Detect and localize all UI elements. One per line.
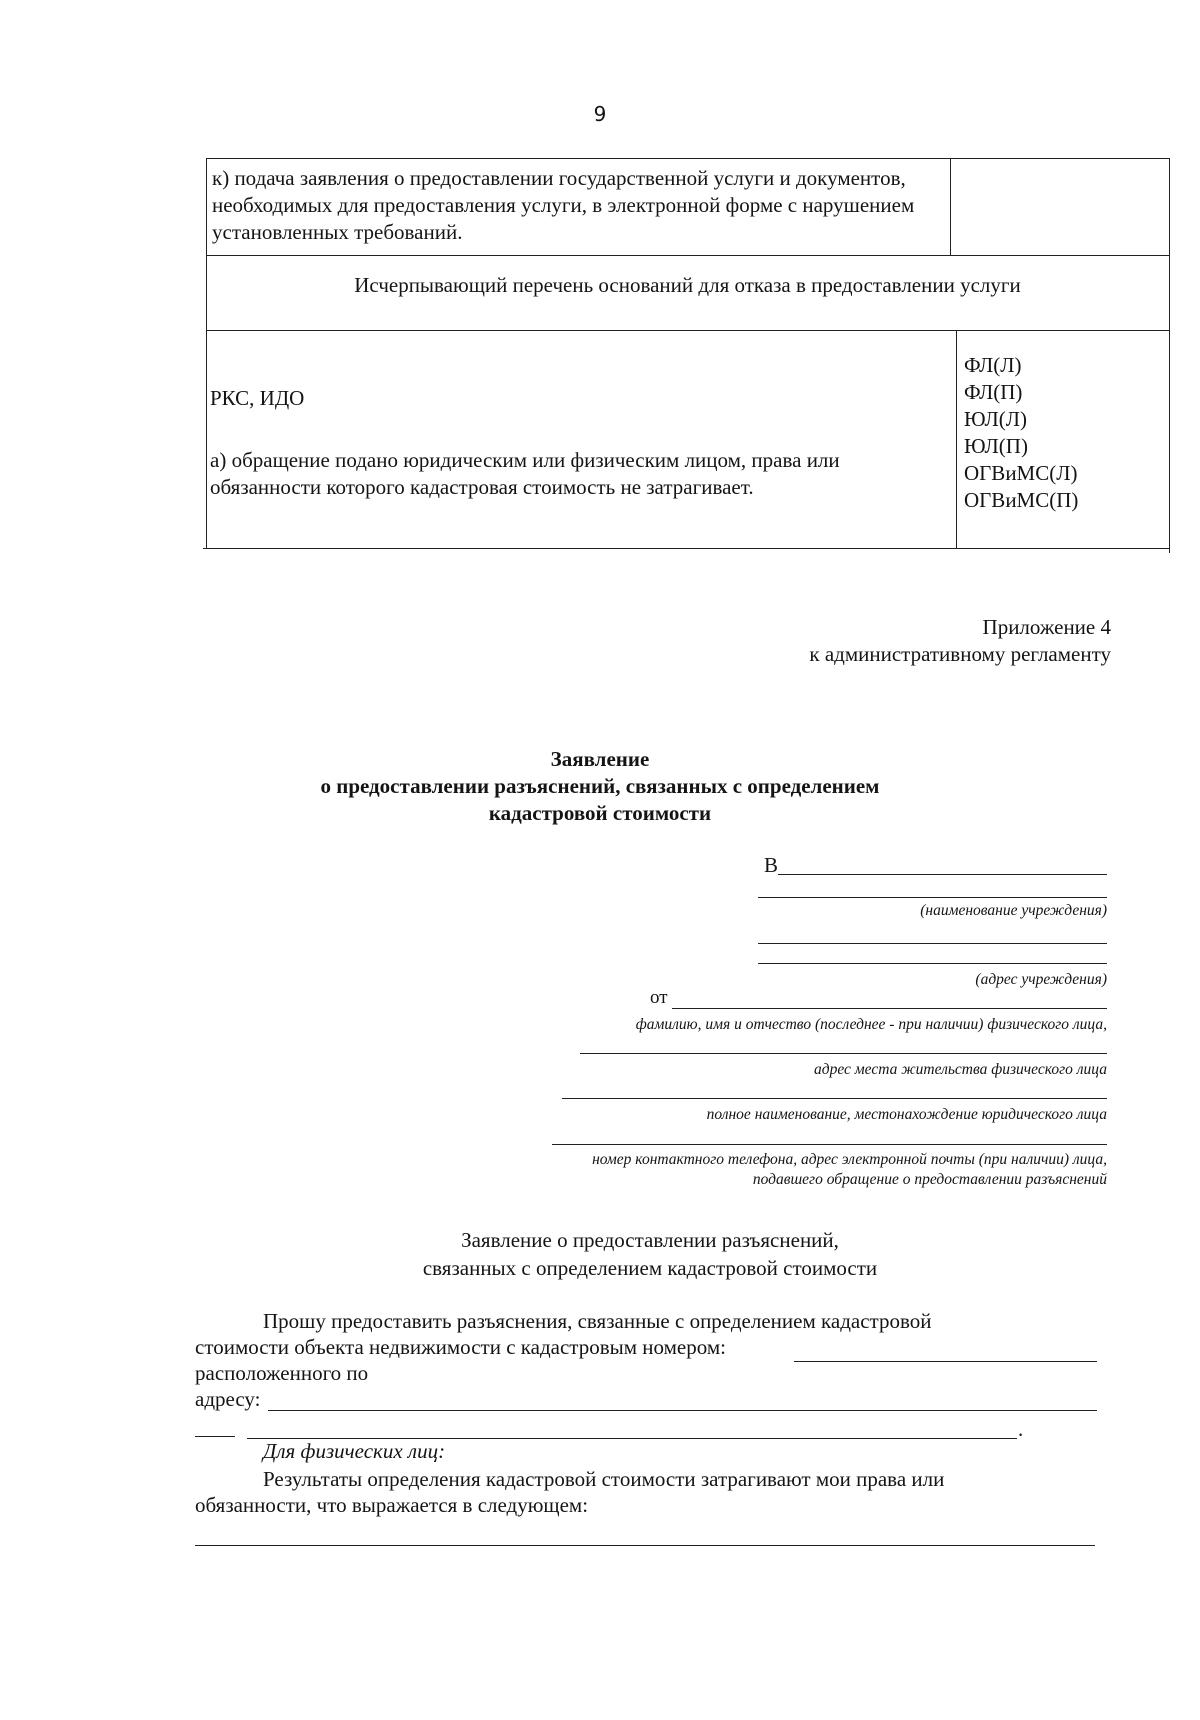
request-line-2: стоимости объекта недвижимости с кадастровым номером: xyxy=(195,1335,726,1359)
table-right-border xyxy=(1169,158,1170,553)
results-explanation-field[interactable] xyxy=(195,1545,1095,1546)
institution-address-caption: (адрес учреждения) xyxy=(975,971,1107,988)
request-line-1: Прошу предоставить разъяснения, связанные с определением кадастровой xyxy=(263,1309,932,1333)
person-address-caption: адрес места жительства физического лица xyxy=(814,1061,1107,1078)
contacts-field[interactable] xyxy=(552,1144,1107,1145)
institution-address-field[interactable] xyxy=(758,943,1107,944)
applicant-code: ОГВиМС(Л) xyxy=(964,461,1078,485)
to-prefix: В xyxy=(764,853,779,877)
grounds-table xyxy=(0,0,1200,560)
form-title xyxy=(0,746,1200,827)
appendix-number: Приложение 4 xyxy=(982,615,1111,639)
applicant-code: ЮЛ(П) xyxy=(964,434,1028,458)
table-row-divider-1 xyxy=(206,255,1169,256)
page-number: 9 xyxy=(593,102,607,126)
table-row-divider-2 xyxy=(206,330,1169,331)
statement-heading xyxy=(50,1226,1200,1282)
cadastral-number-field[interactable] xyxy=(794,1361,1097,1362)
row-k-text: к) подача заявления о предоставлении государственной услуги и документов, необходимых для предоставления услуги, в электронной форме с нарушением установленных требований. xyxy=(212,166,915,244)
form-title-line: о предоставлении разъяснений, связанных с определением xyxy=(320,774,880,798)
table-left-border xyxy=(206,158,207,548)
results-line-1: Результаты определения кадастровой стоимости затрагивают мои права или xyxy=(263,1467,945,1491)
institution-name-field[interactable] xyxy=(778,874,1107,875)
appendix-reference xyxy=(809,614,1111,668)
appendix-regulation: к административному регламенту xyxy=(809,642,1111,666)
statement-heading-line: связанных с определением кадастровой стоимости xyxy=(422,1256,878,1280)
section-header: Исчерпывающий перечень оснований для отказа в предоставлении услуги xyxy=(354,273,1021,297)
applicant-name-field[interactable] xyxy=(672,1008,1107,1009)
table-column-divider-1 xyxy=(950,158,951,255)
contacts-caption-line: номер контактного телефона, адрес электронной почты (при наличии) лица, xyxy=(592,1151,1107,1168)
table-column-divider-2 xyxy=(956,330,957,548)
applicant-code: ФЛ(П) xyxy=(964,380,1023,404)
table-top-border xyxy=(206,158,1169,159)
individuals-label: Для физических лиц: xyxy=(263,1439,446,1463)
contacts-caption xyxy=(592,1150,1107,1190)
legal-entity-field[interactable] xyxy=(562,1098,1107,1099)
form-title-line: кадастровой стоимости xyxy=(488,801,712,825)
row-a-text: а) обращение подано юридическим или физическим лицом, права или обязанности которого кадастровая стоимость не затрагивает. xyxy=(210,448,840,499)
form-title-line: Заявление xyxy=(550,747,650,771)
applicant-code: ФЛ(Л) xyxy=(964,353,1022,377)
applicant-code: ЮЛ(Л) xyxy=(964,407,1028,431)
contacts-caption-line: подавшего обращение о предоставлении разъяснений xyxy=(752,1171,1107,1188)
address-label: адресу: xyxy=(195,1387,261,1411)
address-field-continuation-short[interactable] xyxy=(195,1436,235,1437)
person-address-field[interactable] xyxy=(580,1053,1107,1054)
located-line: расположенного по xyxy=(195,1361,369,1385)
row-a-label: РКС, ИДО xyxy=(210,386,305,410)
address-field[interactable] xyxy=(268,1410,1097,1411)
from-prefix: от xyxy=(650,987,668,1008)
institution-name-field-2[interactable] xyxy=(758,897,1107,898)
legal-entity-caption: полное наименование, местонахождение юридического лица xyxy=(706,1106,1107,1123)
institution-address-field-2[interactable] xyxy=(758,963,1107,964)
institution-name-caption: (наименование учреждения) xyxy=(920,902,1107,919)
person-name-caption: фамилию, имя и отчество (последнее - при наличии) физического лица, xyxy=(635,1016,1107,1033)
applicant-code: ОГВиМС(П) xyxy=(964,488,1079,512)
results-line-2: обязанности, что выражается в следующем: xyxy=(195,1493,589,1517)
statement-heading-line: Заявление о предоставлении разъяснений, xyxy=(461,1228,839,1252)
table-bottom-border xyxy=(203,548,1169,549)
address-period: . xyxy=(1018,1417,1024,1441)
applicant-codes-list xyxy=(964,352,1078,514)
